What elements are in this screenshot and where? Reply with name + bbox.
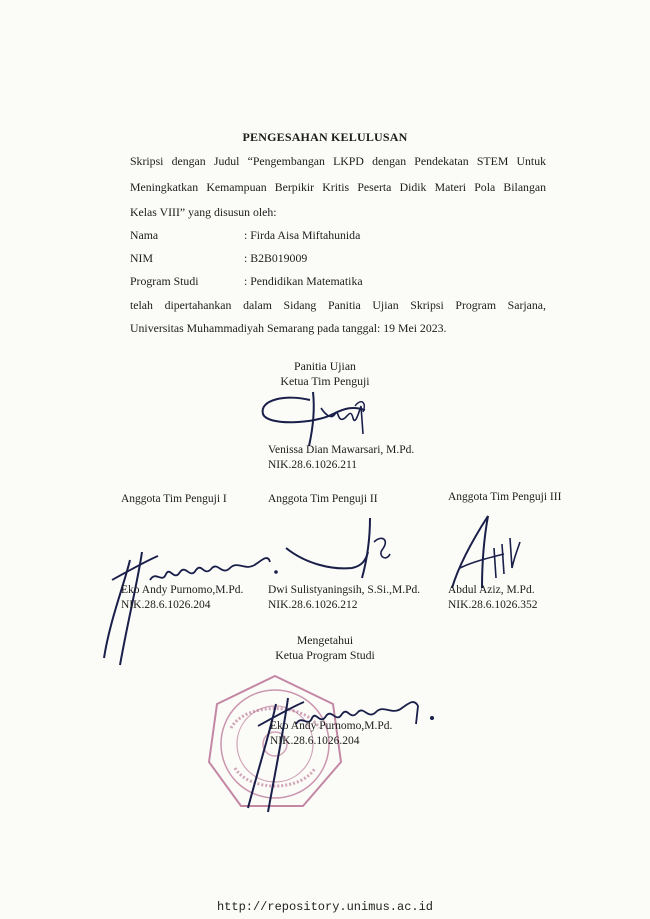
chair-name: Venissa Dian Mawarsari, M.Pd.: [268, 444, 415, 456]
nama-value: : Firda Aisa Miftahunida: [244, 228, 361, 242]
approval-signature: [236, 684, 446, 814]
chair-nik: NIK.28.6.1026.211: [268, 459, 358, 471]
nim-label: NIM: [130, 251, 153, 265]
chair-signature: [255, 388, 385, 448]
intro-line-1: Skripsi dengan Judul “Pengembangan LKPD dengan Pendekatan STEM Untuk: [130, 154, 546, 168]
chair-role: Ketua Tim Penguji: [280, 374, 370, 388]
member-2-name: Dwi Sulistyaningsih, S.Si.,M.Pd.: [268, 584, 421, 596]
defense-line-1: telah dipertahankan dalam Sidang Panitia Ujian Skripsi Program Sarjana,: [130, 298, 546, 312]
nim-value: : B2B019009: [244, 251, 308, 265]
approval-role: Ketua Program Studi: [275, 648, 375, 662]
member-1-role: Anggota Tim Penguji I: [121, 493, 227, 505]
member-3-role: Anggota Tim Penguji III: [448, 491, 562, 503]
intro-line-3: Kelas VIII” yang disusun oleh:: [130, 205, 277, 219]
approval-nik: NIK.28.6.1026.204: [270, 735, 360, 747]
member-3-name: Abdul Aziz, M.Pd.: [448, 584, 535, 596]
prodi-label: Program Studi: [130, 274, 199, 288]
prodi-value: : Pendidikan Matematika: [244, 274, 363, 288]
intro-line-2: Meningkatkan Kemampuan Berpikir Kritis Peserta Didik Materi Pola Bilangan: [130, 180, 546, 194]
member-2-signature: [282, 512, 402, 592]
approval-heading: Mengetahui: [296, 633, 354, 647]
member-1-nik: NIK.28.6.1026.204: [121, 599, 211, 611]
defense-line-2: Universitas Muhammadiyah Semarang pada tanggal: 19 Mei 2023.: [130, 321, 447, 335]
nama-label: Nama: [130, 228, 159, 242]
footer-url: http://repository.unimus.ac.id: [216, 900, 434, 914]
committee-heading: Panitia Ujian: [294, 359, 356, 373]
member-2-nik: NIK.28.6.1026.212: [268, 599, 358, 611]
member-1-name: Eko Andy Purnomo,M.Pd.: [121, 584, 244, 596]
approval-name: Eko Andy Purnomo,M.Pd.: [270, 720, 393, 732]
member-2-role: Anggota Tim Penguji II: [268, 493, 378, 505]
page-title: PENGESAHAN KELULUSAN: [242, 130, 408, 144]
member-3-nik: NIK.28.6.1026.352: [448, 599, 538, 611]
